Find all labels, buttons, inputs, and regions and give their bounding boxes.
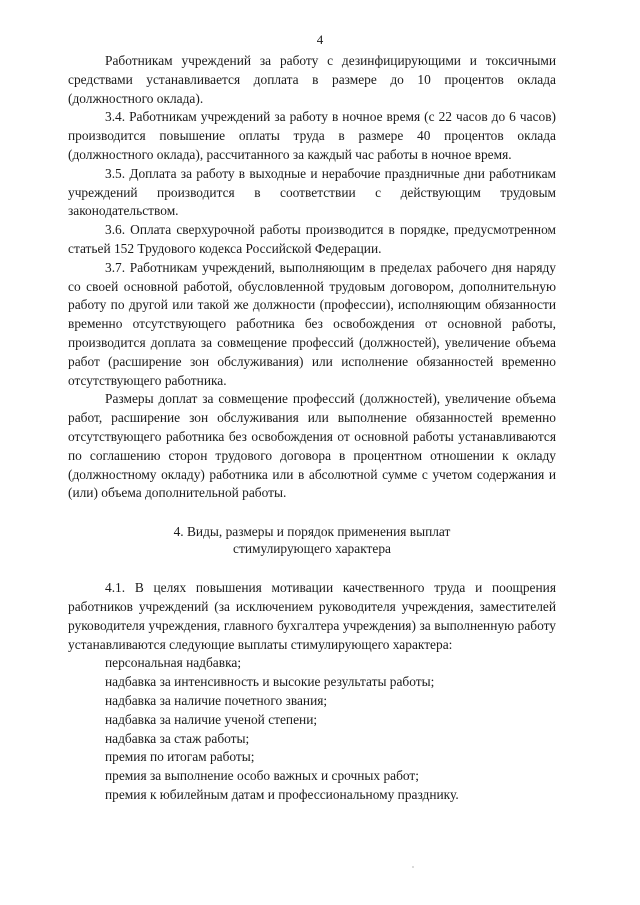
section-heading (68, 523, 556, 557)
list-item: премия по итогам работы; (105, 749, 255, 765)
section-heading-line-2: стимулирующего характера (233, 541, 391, 557)
paragraph-3-5-holiday-work: 3.5. Доплата за работу в выходные и нерабочие праздничные дни работникам учреждений производится в соответствии с действующим трудовым законодательством. (68, 165, 556, 219)
paragraph-toxic-surcharge: Работникам учреждений за работу с дезинфицирующими и токсичными средствами устанавливается доплата в размере до 10 процентов оклада (должностного оклада). (68, 53, 556, 106)
paragraph-3-4-night-work: 3.4. Работникам учреждений за работу в ночное время (с 22 часов до 6 часов) производится повышение оплаты труда в размере 40 процентов оклада (должностного оклада), рассчитанного за каждый час работы в ночное время. (68, 109, 556, 162)
list-item: надбавка за наличие ученой степени; (105, 711, 318, 727)
paragraph-4-1-incentives: 4.1. В целях повышения мотивации качественного труда и поощрения работников учреждений (за исключением руководителя учреждения, заместителей руководителя учреждения, главного бухгалтера учреждения) за выполненную работу устанавливаются следующие выплаты стимулирующего характера: (68, 580, 556, 652)
paragraph-3-7-combined-duties: 3.7. Работникам учреждений, выполняющим в пределах рабочего дня наряду со своей основной работой, обусловленной трудовым договором, дополнительную работу по другой или такой же должности (профессии), исполняющим обязанности временно отсутствующего работника без освобождения от основной работы, производится доплата за совмещение профессий (должностей), увеличение объема работ (расширение зон обслуживания) или исполнение обязанностей временно отсутствующего работника. (68, 259, 556, 388)
page-number: 4 (316, 32, 324, 47)
list-item: премия за выполнение особо важных и срочных работ; (105, 768, 420, 784)
list-item: персональная надбавка; (105, 655, 242, 671)
section-heading-line-1: 4. Виды, размеры и порядок применения выплат (173, 524, 451, 540)
incentive-payments-list (68, 654, 556, 804)
list-item: надбавка за наличие почетного звания; (105, 692, 328, 708)
list-item: премия к юбилейным датам и профессиональному празднику. (105, 786, 459, 802)
paragraph-surcharge-amounts: Размеры доплат за совмещение профессий (должностей), увеличение объема работ, расширение зон обслуживания или выполнение обязанностей временно отсутствующего работника без освобождения от основной работы устанавливаются по соглашению сторон трудового договора в процентном отношении к окладу (должностному окладу) работника или в абсолютной сумме с учетом содержания и (или) объема дополнительной работы. (68, 391, 556, 501)
scan-speck (412, 866, 414, 868)
list-item: надбавка за интенсивность и высокие результаты работы; (105, 674, 435, 690)
list-item: надбавка за стаж работы; (105, 730, 250, 746)
paragraph-3-6-overtime: 3.6. Оплата сверхурочной работы производится в порядке, предусмотренном статьей 152 Трудового кодекса Российской Федерации. (68, 222, 556, 256)
document-body (68, 52, 556, 805)
